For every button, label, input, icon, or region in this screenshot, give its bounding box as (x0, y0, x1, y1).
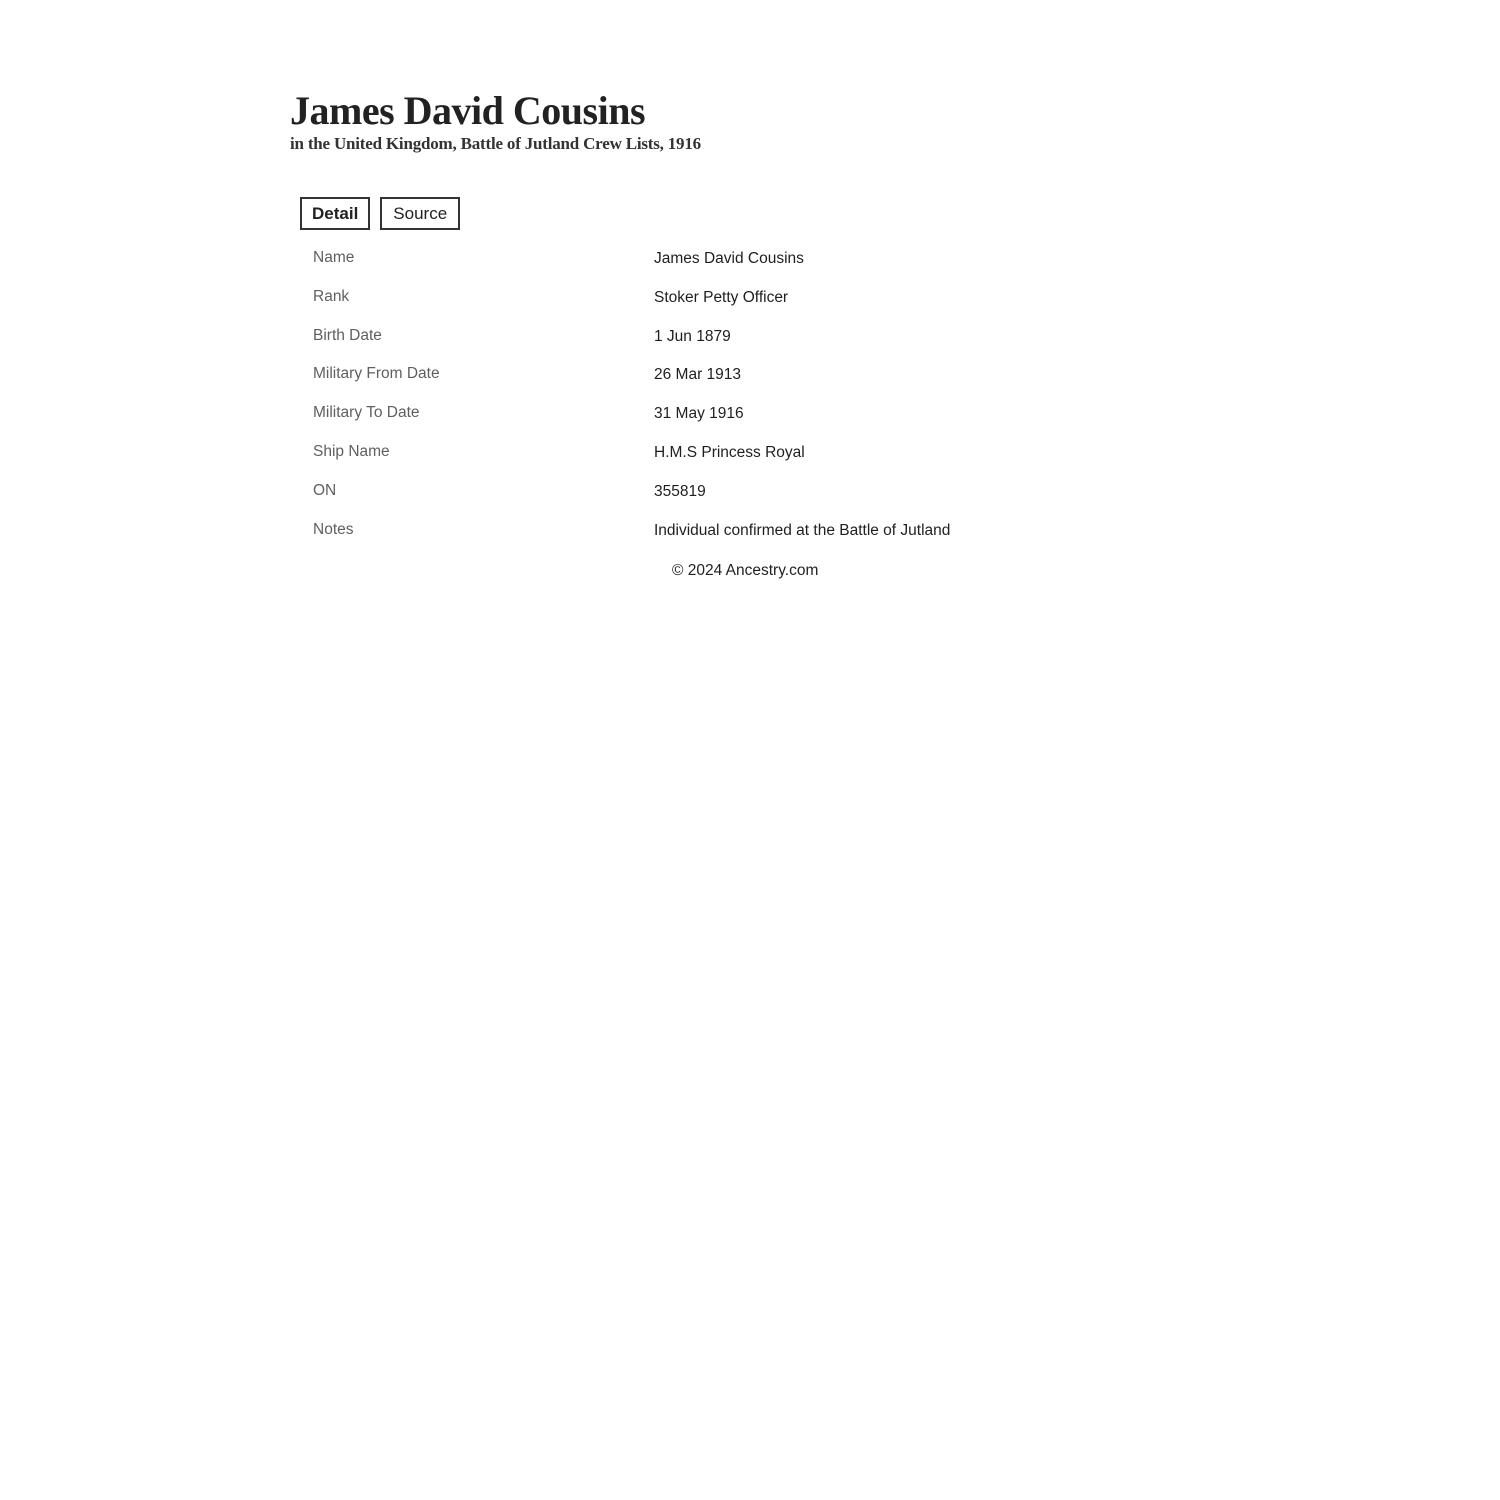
field-row-rank (313, 287, 1013, 326)
field-value: 1 Jun 1879 (654, 327, 731, 345)
field-row-ship-name (313, 442, 1013, 481)
record-tabs (300, 197, 460, 230)
page-title: James David Cousins (290, 88, 646, 133)
field-label: Military To Date (313, 404, 420, 422)
copyright-footer: © 2024 Ancestry.com (672, 562, 819, 579)
field-value: 31 May 1916 (654, 405, 744, 423)
field-label: Notes (313, 520, 354, 538)
field-label: Birth Date (313, 326, 382, 344)
record-panel (290, 88, 1010, 579)
field-row-name (313, 248, 1013, 287)
tab-detail[interactable]: Detail (300, 197, 370, 230)
field-row-notes (313, 520, 1013, 559)
field-label: ON (313, 481, 337, 499)
field-value: Individual confirmed at the Battle of Jutland (654, 521, 951, 539)
field-value: H.M.S Princess Royal (654, 443, 805, 461)
field-row-birth-date (313, 326, 1013, 365)
detail-fields (313, 248, 1013, 558)
field-row-military-to-date (313, 403, 1013, 442)
field-label: Ship Name (313, 442, 390, 460)
field-value: Stoker Petty Officer (654, 288, 789, 306)
field-label: Rank (313, 287, 350, 305)
field-row-on (313, 481, 1013, 520)
page-subtitle: in the United Kingdom, Battle of Jutland Crew Lists, 1916 (290, 134, 701, 153)
field-value: 355819 (654, 482, 706, 500)
tab-source[interactable]: Source (380, 197, 460, 230)
field-value: 26 Mar 1913 (654, 366, 742, 384)
field-label: Military From Date (313, 365, 440, 383)
field-row-military-from-date (313, 364, 1013, 403)
field-value: James David Cousins (654, 250, 804, 267)
field-label: Name (313, 249, 355, 266)
